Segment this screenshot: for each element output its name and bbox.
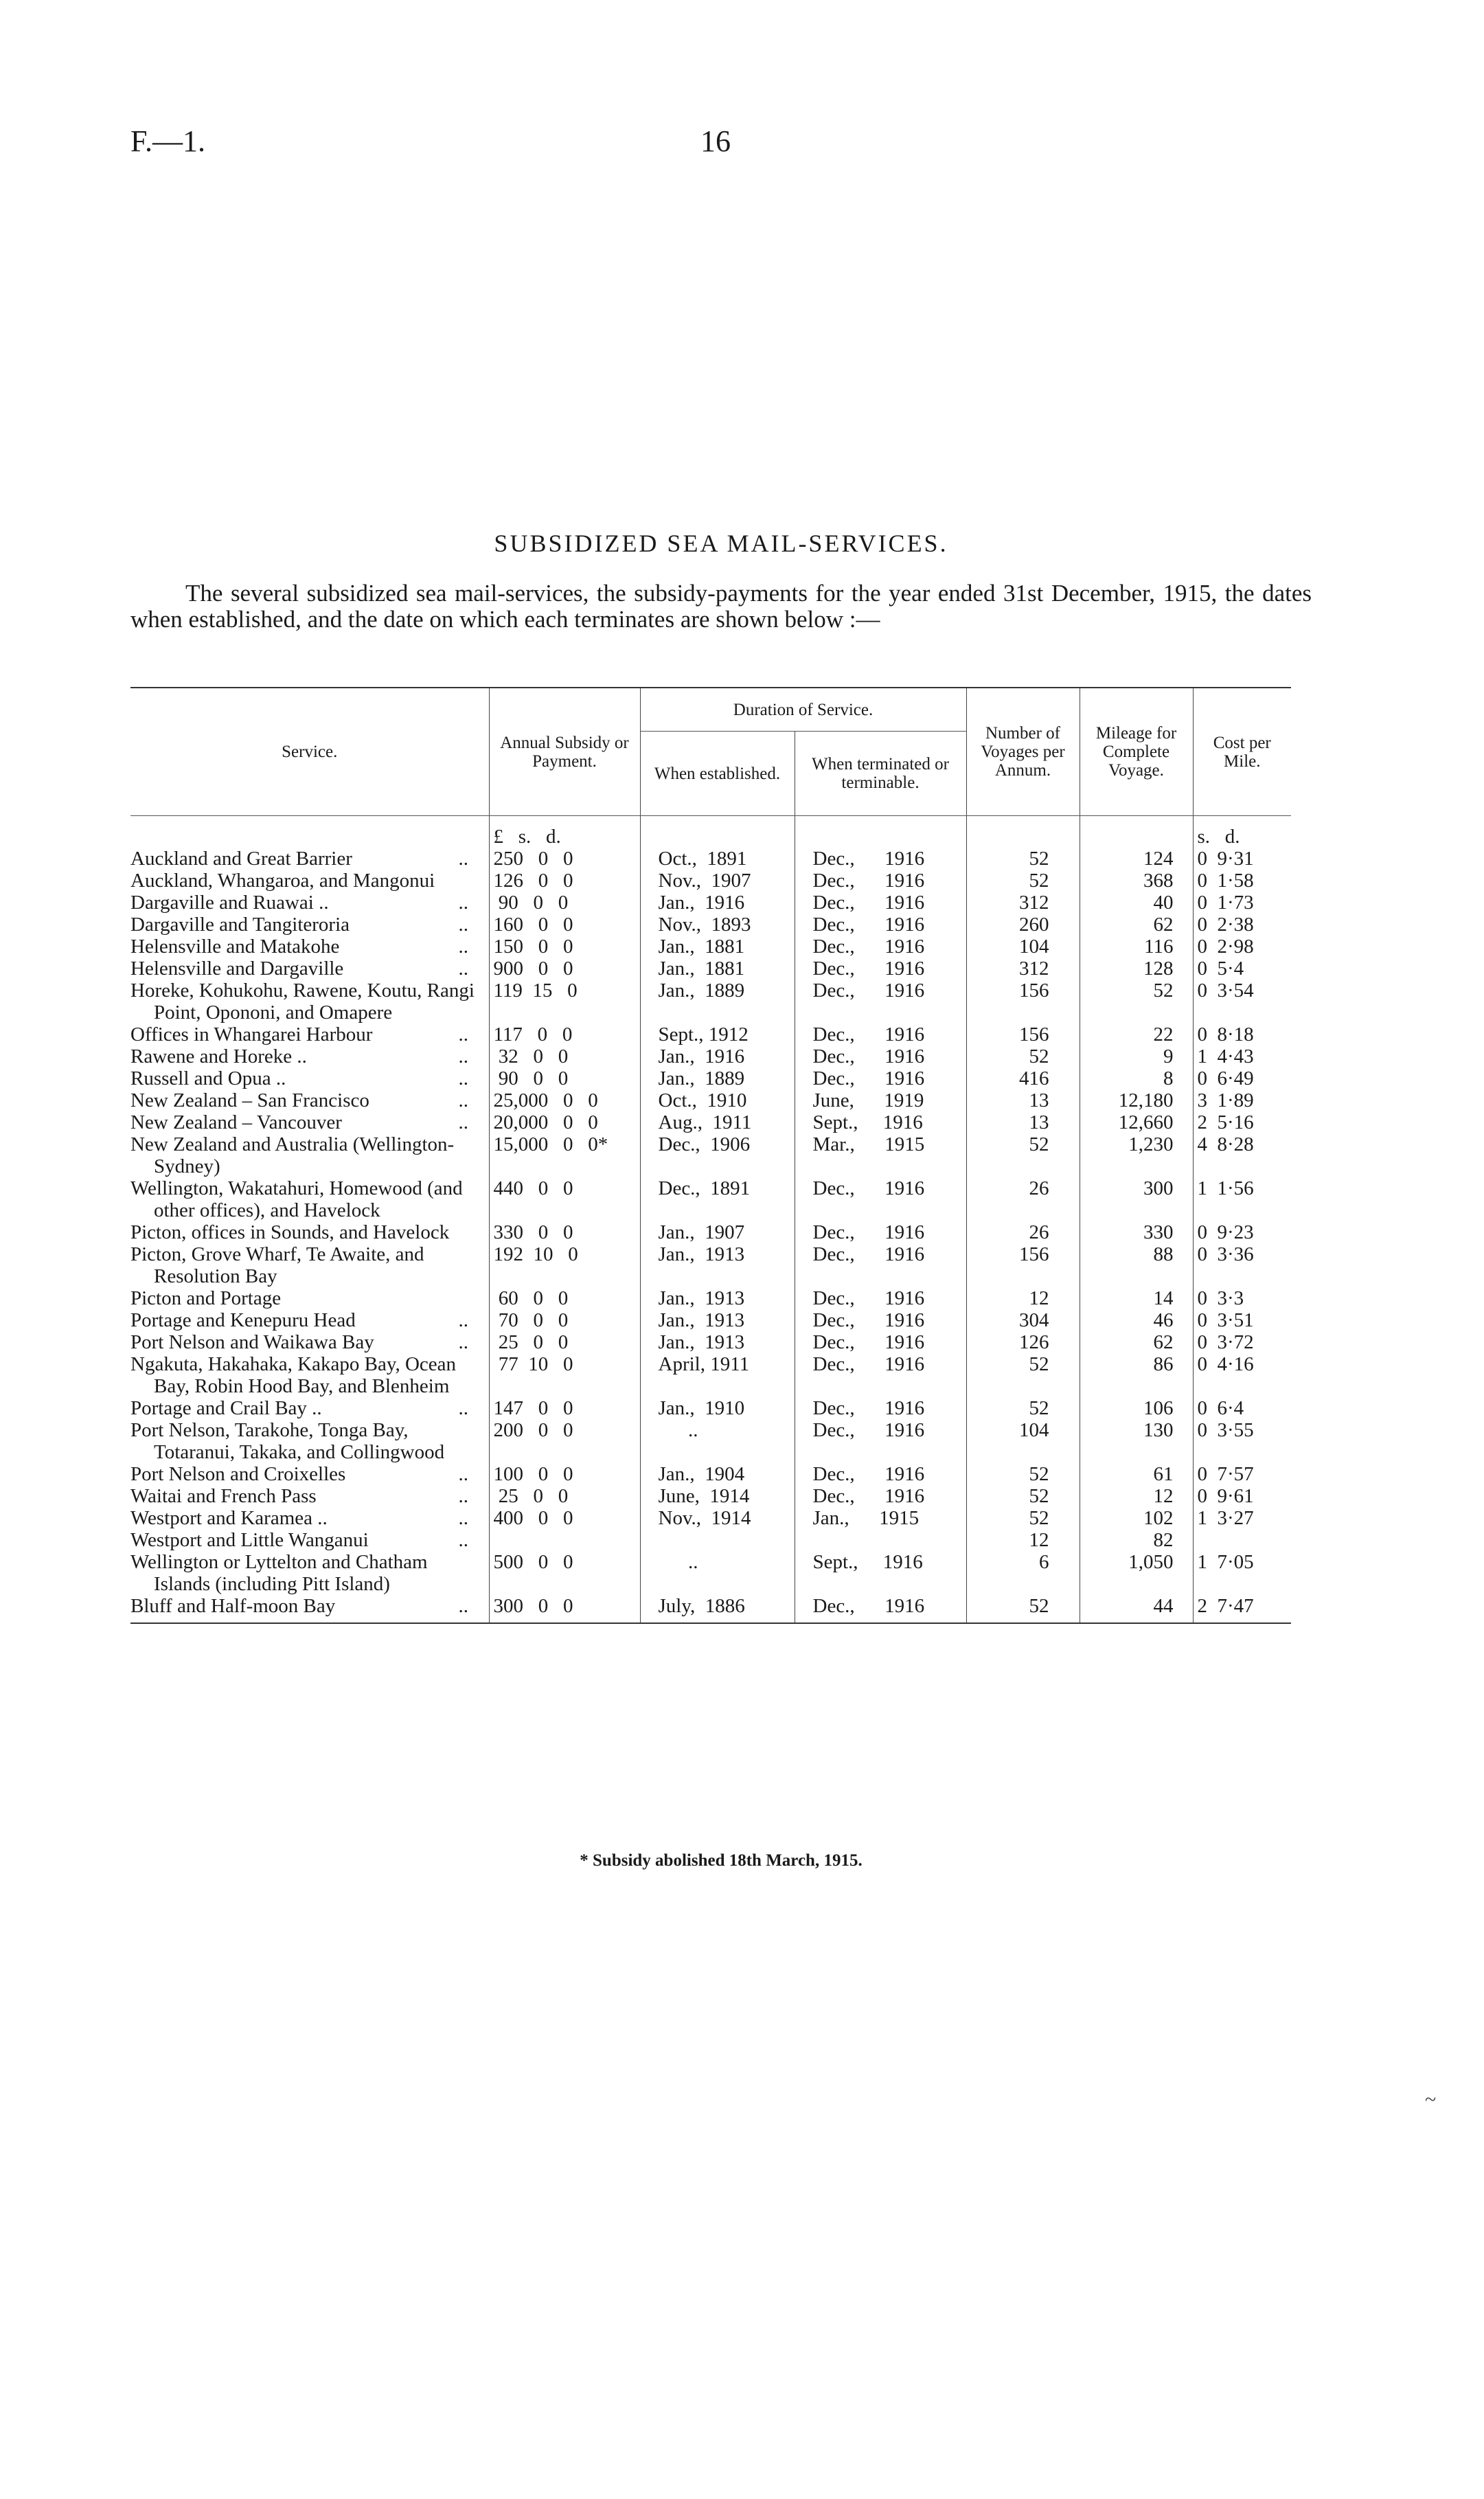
cell-service [130, 870, 489, 892]
cell-cost: 3 1·89 [1193, 1089, 1291, 1111]
cell-terminated: Dec., 1916 [795, 1397, 966, 1419]
service-name: Rawene and Horeke .. [130, 1045, 307, 1067]
cell-cost: 0 3·36 [1193, 1243, 1291, 1287]
cell-established: Jan., 1881 [640, 958, 795, 980]
cell-subsidy: 330 0 0 [489, 1221, 640, 1243]
service-name: New Zealand and Australia (Wellington-Sydney) [130, 1133, 455, 1177]
cell-service: New Zealand – San Francisco .. [130, 1089, 468, 1111]
cell-established: Jan., 1916 [640, 892, 795, 914]
cell-voyages: 52 [966, 870, 1080, 892]
cell-cost: 0 3·51 [1193, 1309, 1291, 1331]
cell-terminated: June, 1919 [795, 1089, 966, 1111]
cell-cost: 0 3·3 [1193, 1287, 1291, 1309]
cell-subsidy: 192 10 0 [489, 1243, 640, 1287]
service-name: Picton and Portage [130, 1287, 282, 1309]
service-name: Offices in Whangarei Harbour [130, 1024, 373, 1045]
cell-subsidy: 160 0 0 [489, 914, 640, 936]
header-terminated: When terminated or terminable. [795, 732, 966, 816]
cell-subsidy: 400 0 0 [489, 1507, 640, 1529]
cell-service [130, 1287, 489, 1309]
cell-terminated: Dec., 1916 [795, 1485, 966, 1507]
cell-established: .. [640, 1551, 795, 1595]
cell-terminated: Dec., 1916 [795, 892, 966, 914]
service-name: Helensville and Dargaville [130, 958, 344, 980]
cell-voyages: 104 [966, 936, 1080, 958]
service-name: Bluff and Half-moon Bay [130, 1595, 336, 1617]
cell-cost: 0 6·4 [1193, 1397, 1291, 1419]
cell-established: Nov., 1893 [640, 914, 795, 936]
service-name: New Zealand – San Francisco [130, 1089, 369, 1111]
table-row [130, 958, 1291, 980]
table-row [130, 870, 1291, 892]
cell-cost: 1 7·05 [1193, 1551, 1291, 1595]
intro-text: The several subsidized sea mail-services, the subsidy-payments for the year ended 31st December, 1915, the dates when established, and the date on which each terminates are shown below :— [130, 580, 1312, 633]
cell-subsidy: 150 0 0 [489, 936, 640, 958]
service-name: Waitai and French Pass [130, 1485, 317, 1507]
cell-established: Jan., 1913 [640, 1287, 795, 1309]
cell-cost: 0 3·72 [1193, 1331, 1291, 1353]
cell-voyages: 52 [966, 1507, 1080, 1529]
service-name: Russell and Opua .. [130, 1067, 286, 1089]
service-name: Dargaville and Ruawai .. [130, 892, 329, 914]
table-row [130, 892, 1291, 914]
cell-cost: 0 7·57 [1193, 1463, 1291, 1485]
cell-cost: 1 4·43 [1193, 1045, 1291, 1067]
cell-service: Dargaville and Ruawai .. .. [130, 892, 468, 914]
cell-terminated: Dec., 1916 [795, 1419, 966, 1463]
service-name: Auckland and Great Barrier [130, 848, 352, 870]
cell-mileage: 128 [1080, 958, 1193, 980]
cell-mileage: 86 [1080, 1353, 1193, 1397]
cell-cost: 0 3·54 [1193, 980, 1291, 1024]
cell-voyages: 52 [966, 1463, 1080, 1485]
page-number: 16 [700, 124, 731, 158]
cell-established: Jan., 1889 [640, 1067, 795, 1089]
cell-voyages: 304 [966, 1309, 1080, 1331]
cell-service [130, 1133, 489, 1177]
table-row [130, 1221, 1291, 1243]
cell-mileage: 52 [1080, 980, 1193, 1024]
mail-services-table-container [130, 687, 1312, 1624]
cell-established: Oct., 1910 [640, 1089, 795, 1111]
cell-voyages: 13 [966, 1111, 1080, 1133]
cell-mileage: 330 [1080, 1221, 1193, 1243]
cell-established: Jan., 1907 [640, 1221, 795, 1243]
cell-established: Nov., 1914 [640, 1507, 795, 1529]
cell-established: Aug., 1911 [640, 1111, 795, 1133]
table-row [130, 848, 1291, 870]
cell-terminated: Dec., 1916 [795, 1353, 966, 1397]
page-header [130, 124, 1484, 165]
service-name: Port Nelson and Waikawa Bay [130, 1331, 374, 1353]
cell-mileage: 1,050 [1080, 1551, 1193, 1595]
cell-subsidy: 100 0 0 [489, 1463, 640, 1485]
cell-established: Dec., 1906 [640, 1133, 795, 1177]
cell-voyages: 12 [966, 1529, 1080, 1551]
service-name: Portage and Crail Bay .. [130, 1397, 322, 1419]
service-name: Port Nelson, Tarakohe, Tonga Bay, Totaranui, Takaka, and Collingwood [130, 1419, 445, 1463]
units-subsidy: £ s. d. [489, 816, 640, 848]
cell-terminated: Dec., 1916 [795, 1463, 966, 1485]
cell-voyages: 416 [966, 1067, 1080, 1089]
cell-subsidy: 126 0 0 [489, 870, 640, 892]
cell-service: Auckland and Great Barrier .. [130, 848, 468, 870]
cell-mileage: 44 [1080, 1595, 1193, 1623]
header-mileage: Mileage for Complete Voyage. [1080, 688, 1193, 816]
cell-subsidy: 20,000 0 0 [489, 1111, 640, 1133]
cell-mileage: 88 [1080, 1243, 1193, 1287]
table-row [130, 1595, 1291, 1623]
cell-established: July, 1886 [640, 1595, 795, 1623]
cell-cost: 0 1·73 [1193, 892, 1291, 914]
cell-cost: 0 1·58 [1193, 870, 1291, 892]
cell-subsidy: 147 0 0 [489, 1397, 640, 1419]
page-title: SUBSIDIZED SEA MAIL-SERVICES. [494, 530, 948, 557]
cell-terminated: Dec., 1916 [795, 1331, 966, 1353]
cell-service: Helensville and Matakohe .. [130, 936, 468, 958]
cell-mileage: 12 [1080, 1485, 1193, 1507]
cell-terminated: Mar., 1915 [795, 1133, 966, 1177]
cell-subsidy: 70 0 0 [489, 1309, 640, 1331]
cell-subsidy: 200 0 0 [489, 1419, 640, 1463]
cell-service: Rawene and Horeke .. .. [130, 1045, 468, 1067]
footnote: * Subsidy abolished 18th March, 1915. [580, 1851, 863, 1870]
cell-subsidy: 60 0 0 [489, 1287, 640, 1309]
cell-subsidy: 500 0 0 [489, 1551, 640, 1595]
cell-established: Jan., 1910 [640, 1397, 795, 1419]
cell-service [130, 1353, 489, 1397]
table-row [130, 1507, 1291, 1529]
cell-mileage: 300 [1080, 1177, 1193, 1221]
cell-service: Port Nelson and Croixelles .. [130, 1463, 468, 1485]
service-name: New Zealand – Vancouver [130, 1111, 342, 1133]
cell-service: Port Nelson and Waikawa Bay .. [130, 1331, 468, 1353]
cell-terminated: Dec., 1916 [795, 870, 966, 892]
cell-voyages: 52 [966, 1045, 1080, 1067]
cell-subsidy: 250 0 0 [489, 848, 640, 870]
cell-terminated: Dec., 1916 [795, 1177, 966, 1221]
cell-voyages: 26 [966, 1177, 1080, 1221]
table-row [130, 1089, 1291, 1111]
cell-service: Russell and Opua .. .. [130, 1067, 468, 1089]
units-row [130, 816, 1291, 848]
cell-cost: 2 5·16 [1193, 1111, 1291, 1133]
cell-voyages: 6 [966, 1551, 1080, 1595]
cell-subsidy: 32 0 0 [489, 1045, 640, 1067]
cell-terminated: Dec., 1916 [795, 936, 966, 958]
cell-terminated: Dec., 1916 [795, 1309, 966, 1331]
cell-subsidy: 90 0 0 [489, 1067, 640, 1089]
cell-terminated: Dec., 1916 [795, 980, 966, 1024]
cell-mileage: 106 [1080, 1397, 1193, 1419]
cell-service: Offices in Whangarei Harbour .. [130, 1024, 468, 1045]
cell-voyages: 260 [966, 914, 1080, 936]
cell-mileage: 82 [1080, 1529, 1193, 1551]
cell-voyages: 52 [966, 1353, 1080, 1397]
cell-subsidy: 440 0 0 [489, 1177, 640, 1221]
cell-voyages: 156 [966, 1024, 1080, 1045]
cell-cost: 0 4·16 [1193, 1353, 1291, 1397]
cell-terminated: Dec., 1916 [795, 1024, 966, 1045]
cell-mileage: 9 [1080, 1045, 1193, 1067]
cell-terminated: Sept., 1916 [795, 1551, 966, 1595]
cell-established: Jan., 1889 [640, 980, 795, 1024]
cell-subsidy: 90 0 0 [489, 892, 640, 914]
table-row [130, 1397, 1291, 1419]
service-name: Horeke, Kohukohu, Rawene, Koutu, Rangi Point, Opononi, and Omapere [130, 980, 475, 1024]
cell-mileage: 116 [1080, 936, 1193, 958]
service-name: Picton, offices in Sounds, and Havelock [130, 1221, 450, 1243]
cell-terminated: Dec., 1916 [795, 1595, 966, 1623]
cell-established: Jan., 1881 [640, 936, 795, 958]
cell-service [130, 980, 489, 1024]
service-name: Auckland, Whangaroa, and Mangonui [130, 870, 435, 892]
cell-voyages: 26 [966, 1221, 1080, 1243]
cell-mileage: 1,230 [1080, 1133, 1193, 1177]
cell-voyages: 156 [966, 1243, 1080, 1287]
cell-voyages: 52 [966, 1485, 1080, 1507]
cell-service: Portage and Kenepuru Head .. [130, 1309, 468, 1331]
service-name: Wellington or Lyttelton and Chatham Islands (including Pitt Island) [130, 1551, 428, 1595]
cell-cost: 0 9·23 [1193, 1221, 1291, 1243]
cell-subsidy: 117 0 0 [489, 1024, 640, 1045]
cell-established: Sept., 1912 [640, 1024, 795, 1045]
cell-voyages: 12 [966, 1287, 1080, 1309]
cell-terminated: Sept., 1916 [795, 1111, 966, 1133]
table-row [130, 1463, 1291, 1485]
header-duration: Duration of Service. [640, 688, 966, 732]
cell-established: April, 1911 [640, 1353, 795, 1397]
cell-service [130, 1551, 489, 1595]
table-row [130, 1045, 1291, 1067]
cell-service: Helensville and Dargaville .. [130, 958, 468, 980]
cell-voyages: 52 [966, 1397, 1080, 1419]
cell-service [130, 1177, 489, 1221]
table-row [130, 1529, 1291, 1551]
cell-established: Jan., 1913 [640, 1243, 795, 1287]
cell-voyages: 13 [966, 1089, 1080, 1111]
table-row [130, 1243, 1291, 1287]
table-row [130, 1067, 1291, 1089]
cell-cost: 0 9·31 [1193, 848, 1291, 870]
table-row [130, 1551, 1291, 1595]
cell-established: June, 1914 [640, 1485, 795, 1507]
table-row [130, 936, 1291, 958]
cell-service [130, 1419, 489, 1463]
cell-service: Portage and Crail Bay .. .. [130, 1397, 468, 1419]
header-cost: Cost per Mile. [1193, 688, 1291, 816]
table-row [130, 1485, 1291, 1507]
cell-established: .. [640, 1419, 795, 1463]
service-name: Portage and Kenepuru Head [130, 1309, 356, 1331]
cell-subsidy: 900 0 0 [489, 958, 640, 980]
cell-subsidy: 15,000 0 0* [489, 1133, 640, 1177]
service-name: Wellington, Wakatahuri, Homewood (and other offices), and Havelock [130, 1177, 463, 1221]
cell-cost: 0 5·4 [1193, 958, 1291, 980]
cell-cost: 1 3·27 [1193, 1507, 1291, 1529]
document-reference: F.—1. [130, 124, 205, 158]
cell-subsidy: 77 10 0 [489, 1353, 640, 1397]
cell-established: Nov., 1907 [640, 870, 795, 892]
cell-voyages: 52 [966, 1133, 1080, 1177]
cell-voyages: 104 [966, 1419, 1080, 1463]
table-row [130, 1419, 1291, 1463]
cell-cost: 0 9·61 [1193, 1485, 1291, 1507]
cell-voyages: 312 [966, 958, 1080, 980]
cell-established: Oct., 1891 [640, 848, 795, 870]
cell-terminated: Dec., 1916 [795, 958, 966, 980]
cell-terminated: Dec., 1916 [795, 1221, 966, 1243]
cell-mileage: 62 [1080, 1331, 1193, 1353]
service-name: Ngakuta, Hakahaka, Kakapo Bay, Ocean Bay, Robin Hood Bay, and Blenheim [130, 1353, 456, 1397]
table-row [130, 1331, 1291, 1353]
cell-service [130, 1243, 489, 1287]
table-row [130, 1309, 1291, 1331]
intro-paragraph [130, 580, 1312, 633]
cell-voyages: 52 [966, 848, 1080, 870]
cell-service: New Zealand – Vancouver .. [130, 1111, 468, 1133]
cell-subsidy [489, 1529, 640, 1551]
cell-service: Westport and Little Wanganui .. [130, 1529, 468, 1551]
cell-terminated: Dec., 1916 [795, 1067, 966, 1089]
table-row [130, 914, 1291, 936]
cell-terminated: Dec., 1916 [795, 1243, 966, 1287]
cell-subsidy: 25 0 0 [489, 1331, 640, 1353]
table-row [130, 1287, 1291, 1309]
cell-cost [1193, 1529, 1291, 1551]
table-row [130, 1133, 1291, 1177]
cell-established: Dec., 1891 [640, 1177, 795, 1221]
cell-subsidy: 25 0 0 [489, 1485, 640, 1507]
cell-cost: 4 8·28 [1193, 1133, 1291, 1177]
cell-mileage: 130 [1080, 1419, 1193, 1463]
cell-subsidy: 25,000 0 0 [489, 1089, 640, 1111]
cell-established: Jan., 1916 [640, 1045, 795, 1067]
service-name: Westport and Karamea .. [130, 1507, 328, 1529]
service-name: Picton, Grove Wharf, Te Awaite, and Resolution Bay [130, 1243, 424, 1287]
cell-cost: 0 2·98 [1193, 936, 1291, 958]
cell-mileage: 40 [1080, 892, 1193, 914]
table-body [130, 816, 1291, 1624]
cell-cost: 0 8·18 [1193, 1024, 1291, 1045]
cell-established [640, 1529, 795, 1551]
cell-mileage: 22 [1080, 1024, 1193, 1045]
cell-terminated: Dec., 1916 [795, 848, 966, 870]
cell-mileage: 8 [1080, 1067, 1193, 1089]
table-row [130, 980, 1291, 1024]
cell-established: Jan., 1913 [640, 1309, 795, 1331]
cell-service [130, 1221, 489, 1243]
cell-mileage: 12,180 [1080, 1089, 1193, 1111]
cell-established: Jan., 1913 [640, 1331, 795, 1353]
cell-cost: 1 1·56 [1193, 1177, 1291, 1221]
cell-mileage: 14 [1080, 1287, 1193, 1309]
cell-service: Westport and Karamea .. .. [130, 1507, 468, 1529]
header-established: When established. [640, 732, 795, 816]
cell-established: Jan., 1904 [640, 1463, 795, 1485]
service-name: Dargaville and Tangiteroria [130, 914, 350, 936]
cell-cost: 0 2·38 [1193, 914, 1291, 936]
cell-voyages: 126 [966, 1331, 1080, 1353]
cell-mileage: 12,660 [1080, 1111, 1193, 1133]
service-name: Helensville and Matakohe [130, 936, 340, 958]
cell-terminated [795, 1529, 966, 1551]
cell-service: Waitai and French Pass .. [130, 1485, 468, 1507]
table-row [130, 1024, 1291, 1045]
table-row [130, 1177, 1291, 1221]
margin-mark: ~ [1425, 2088, 1437, 2111]
header-voyages: Number of Voyages per Annum. [966, 688, 1080, 816]
cell-mileage: 61 [1080, 1463, 1193, 1485]
cell-mileage: 368 [1080, 870, 1193, 892]
cell-mileage: 46 [1080, 1309, 1193, 1331]
cell-voyages: 156 [966, 980, 1080, 1024]
cell-mileage: 124 [1080, 848, 1193, 870]
cell-subsidy: 119 15 0 [489, 980, 640, 1024]
cell-cost: 2 7·47 [1193, 1595, 1291, 1623]
cell-service: Bluff and Half-moon Bay .. [130, 1595, 489, 1623]
cell-service: Dargaville and Tangiteroria .. [130, 914, 468, 936]
header-service: Service. [130, 688, 489, 816]
cell-voyages: 312 [966, 892, 1080, 914]
cell-cost: 0 6·49 [1193, 1067, 1291, 1089]
header-subsidy: Annual Subsidy or Payment. [489, 688, 640, 816]
cell-subsidy: 300 0 0 [489, 1595, 640, 1623]
service-name: Port Nelson and Croixelles [130, 1463, 346, 1485]
cell-mileage: 102 [1080, 1507, 1193, 1529]
table-row [130, 1353, 1291, 1397]
cell-terminated: Jan., 1915 [795, 1507, 966, 1529]
cell-terminated: Dec., 1916 [795, 914, 966, 936]
cell-cost: 0 3·55 [1193, 1419, 1291, 1463]
cell-mileage: 62 [1080, 914, 1193, 936]
cell-terminated: Dec., 1916 [795, 1045, 966, 1067]
table-row [130, 1111, 1291, 1133]
service-name: Westport and Little Wanganui [130, 1529, 369, 1551]
mail-services-table [130, 687, 1291, 1624]
cell-voyages: 52 [966, 1595, 1080, 1623]
cell-terminated: Dec., 1916 [795, 1287, 966, 1309]
units-cost: s. d. [1193, 816, 1291, 848]
